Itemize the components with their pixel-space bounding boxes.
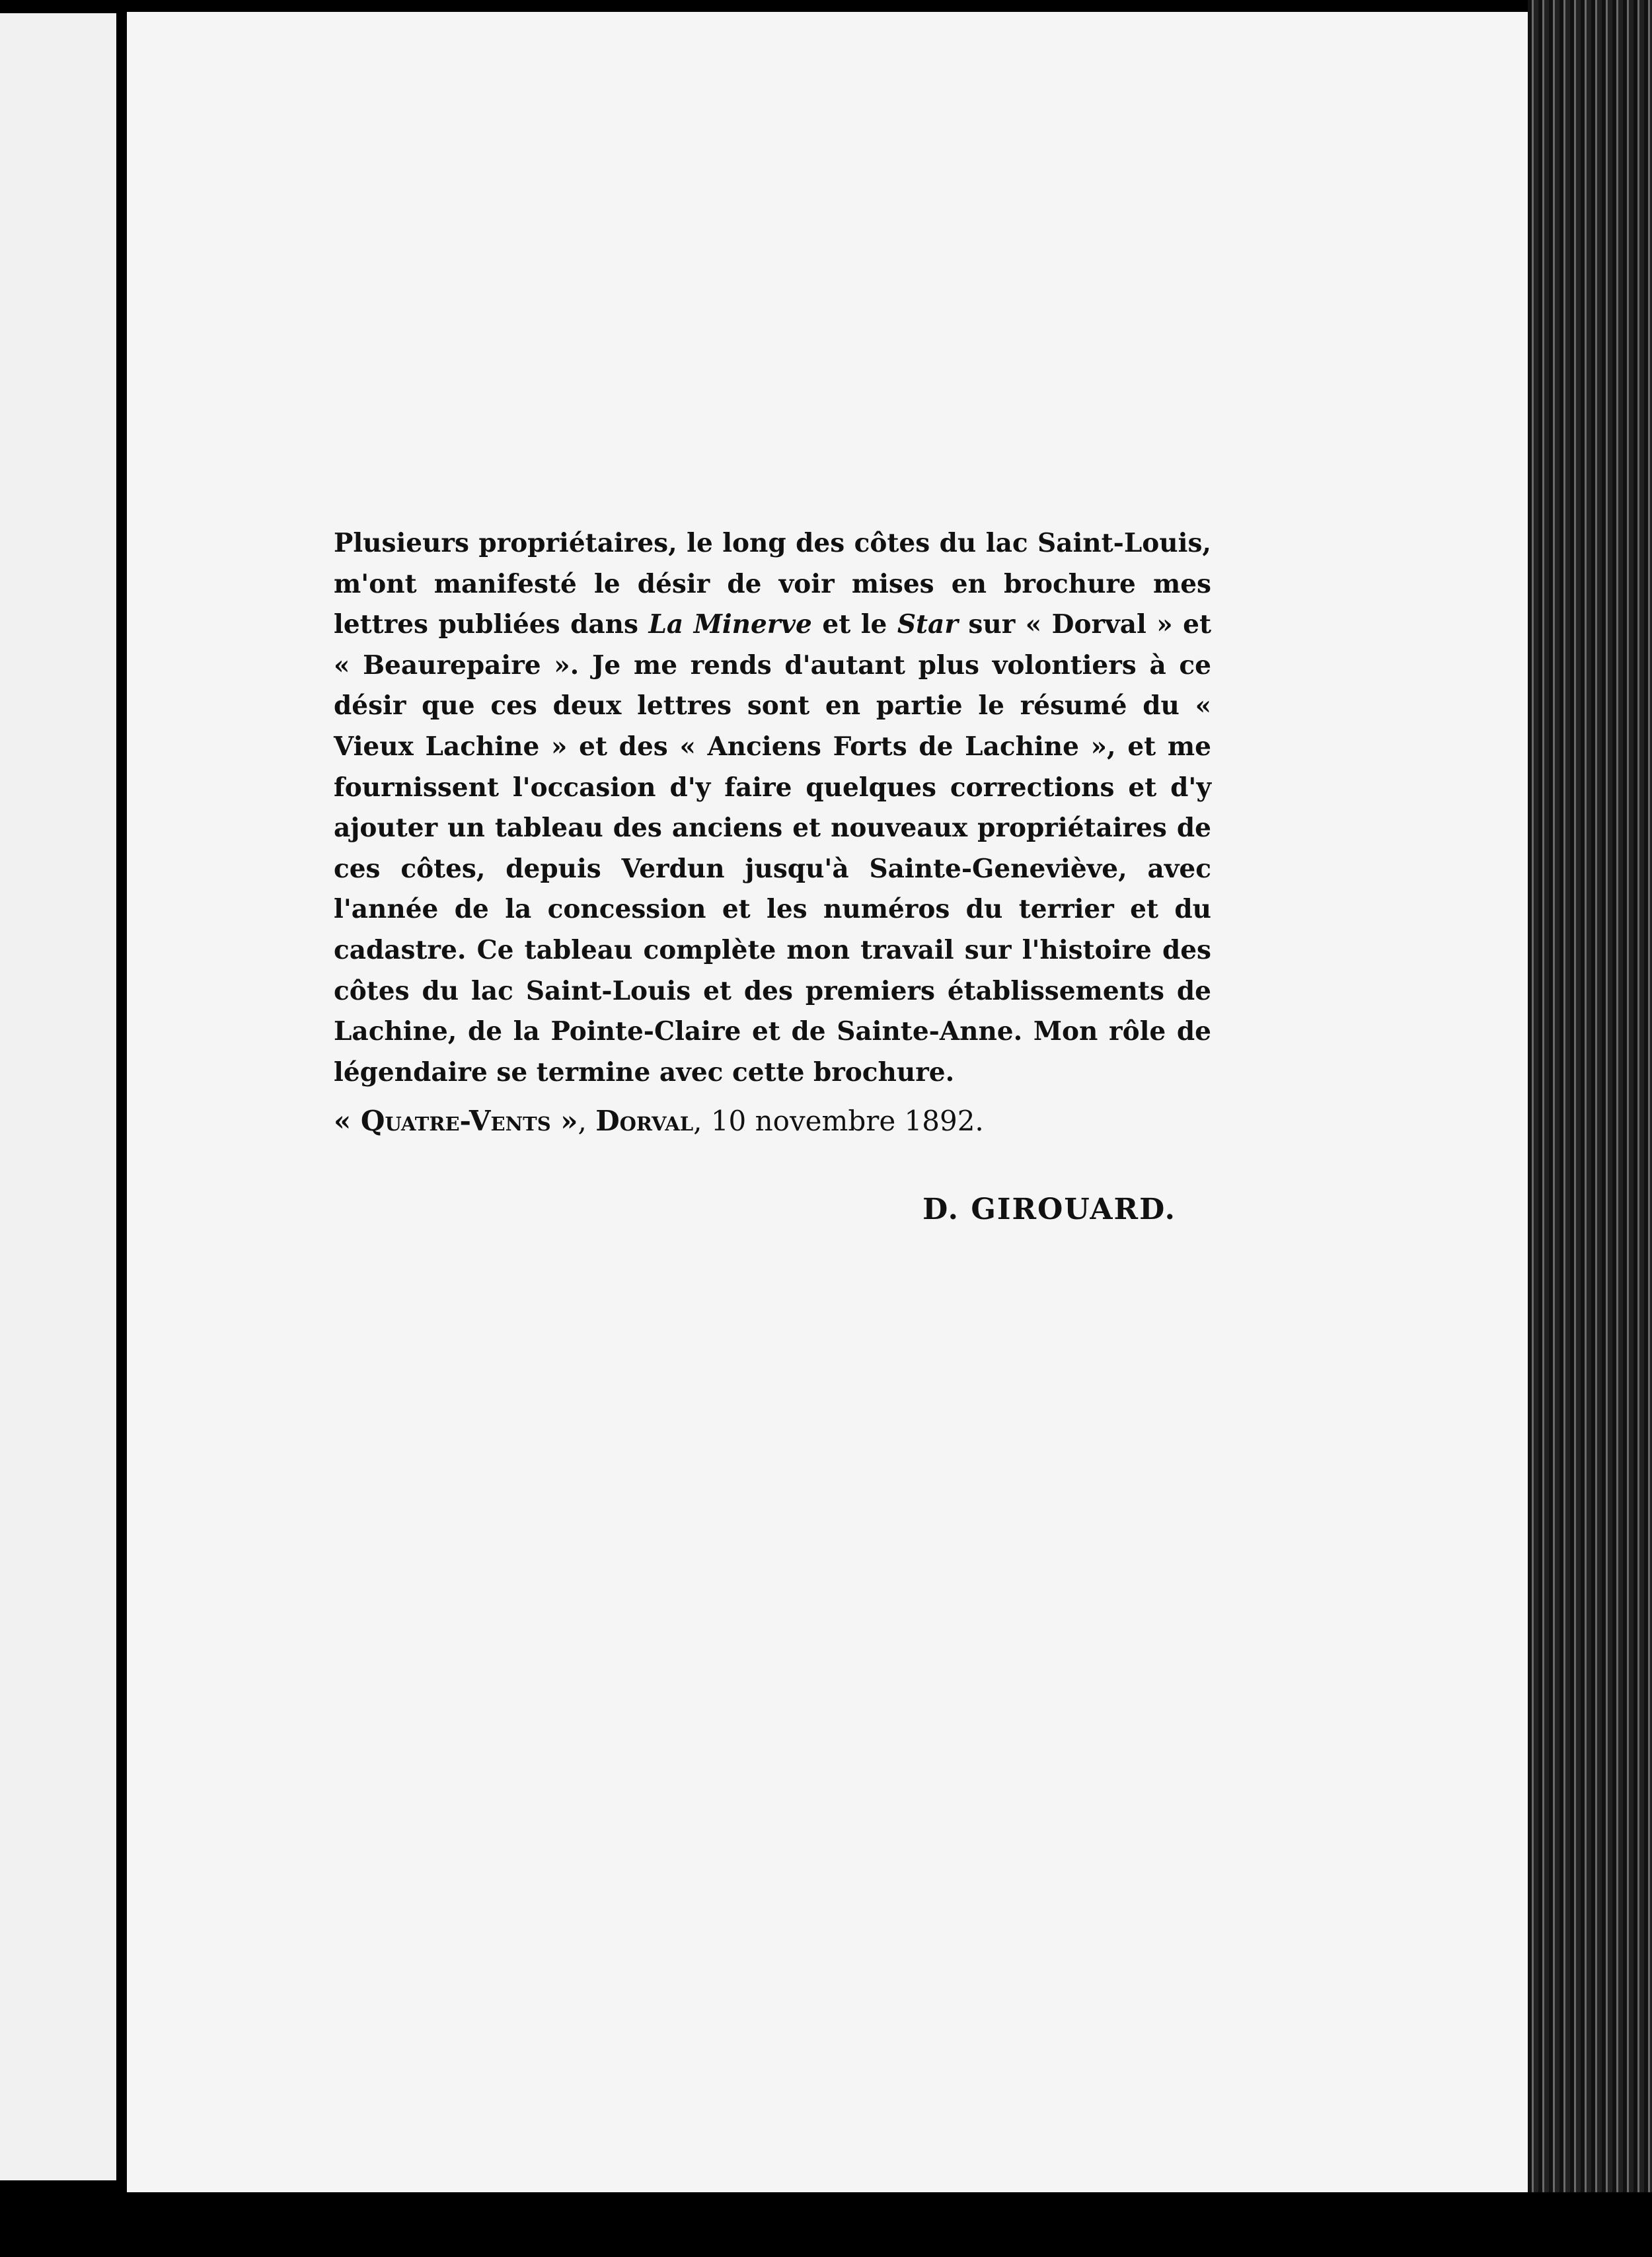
paragraph-text-part3: sur « Dorval » et « Beaurepaire ». Je me rends d'autant plus volontiers à ce désir que ces deux lettres sont en partie le résumé du « Vieux Lachine » et des « Anciens Forts de Lachine », et me fournissent l'occasion d'y faire quelques corrections et d'y ajouter un tableau des anciens et nouveaux propriétaires de ces côtes, depuis Verdun jusqu'à Sainte-Geneviève, avec l'année de la concession et les numéros du terrier et du cadastre. Ce tableau complète mon travail sur l'histoire des côtes du lac Saint-Louis et des premiers établissements de Lachine, de la Pointe-Claire et de Sainte-Anne. Mon rôle de légendaire se termine avec cette brochure. — [334, 609, 1212, 1088]
author-signature: D. GIROUARD. — [922, 1193, 1176, 1226]
newspaper-title-star: Star — [897, 609, 958, 640]
newspaper-title-minerve: La Minerve — [648, 609, 812, 640]
dateline — [334, 1105, 1259, 1137]
book-gutter — [116, 0, 127, 2257]
preface-paragraph — [334, 523, 1211, 1093]
dateline-town: Dorval — [595, 1105, 694, 1137]
paragraph-text-part1: Plusieurs propriétaires, le long des côtes du lac Saint-Louis, m'ont manifesté le désir de voir mises en brochure mes lettres publiées dans — [334, 528, 1211, 640]
dateline-date: , 10 novembre 1892. — [693, 1105, 984, 1137]
facing-page-margin — [0, 13, 116, 2180]
dateline-house: « Quatre-Vents » — [334, 1105, 578, 1137]
page-edges — [1528, 0, 1652, 2257]
dateline-separator: , — [578, 1105, 596, 1137]
page — [127, 12, 1528, 2192]
scan-bottom-border — [0, 2192, 1652, 2257]
paragraph-text-part2: et le — [811, 609, 897, 640]
